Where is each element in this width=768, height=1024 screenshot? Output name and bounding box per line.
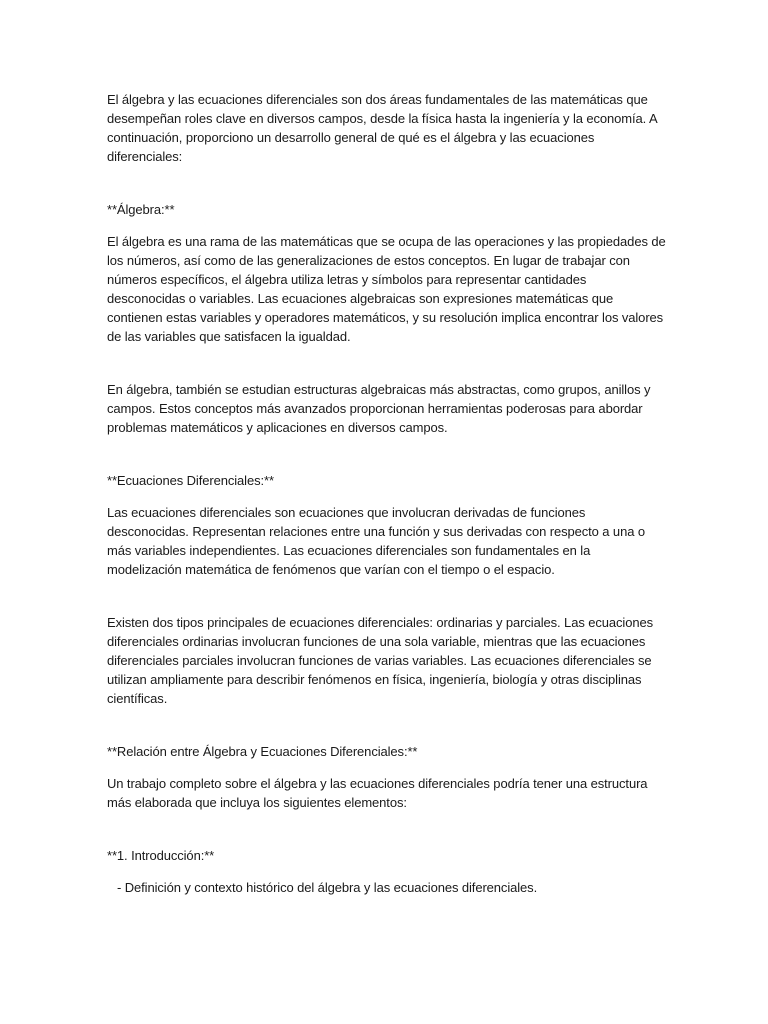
differential-equations-paragraph-1: Las ecuaciones diferenciales son ecuaciones que involucran derivadas de funciones desconocidas. Representan relaciones entre una función y sus derivadas con respecto a una o más variables independientes. Las ecuaciones diferenciales son fundamentales en la modelización matemática de fenómenos que varían con el tiempo o el espacio.: [107, 505, 645, 577]
differential-equations-heading: **Ecuaciones Diferenciales:**: [107, 473, 274, 488]
algebra-paragraph-2: En álgebra, también se estudian estructuras algebraicas más abstractas, como grupos, anillos y campos. Estos conceptos más avanzados proporcionan herramientas poderosas para abordar problemas matemáticos y aplicaciones en diversos campos.: [107, 382, 651, 435]
algebra-paragraph-1: El álgebra es una rama de las matemáticas que se ocupa de las operaciones y las propiedades de los números, así como de las generalizaciones de estos conceptos. En lugar de trabajar con números específicos, el álgebra utiliza letras y símbolos para representar cantidades desconocidas o variables. Las ecuaciones algebraicas son expresiones matemáticas que contienen estas variables y operadores matemáticos, y su resolución implica encontrar los valores de las variables que satisfacen la igualdad.: [107, 234, 666, 344]
relation-heading: **Relación entre Álgebra y Ecuaciones Diferenciales:**: [107, 744, 418, 759]
differential-equations-paragraph-2: Existen dos tipos principales de ecuaciones diferenciales: ordinarias y parciales. Las ecuaciones diferenciales ordinarias involucran funciones de una sola variable, mientras que las ecuaciones diferenciales parciales involucran funciones de varias variables. Las ecuaciones diferenciales se utilizan ampliamente para describir fenómenos en física, ingeniería, biología y otras disciplinas científicas.: [107, 615, 654, 706]
introduction-bullet: - Definición y contexto histórico del álgebra y las ecuaciones diferenciales.: [117, 880, 538, 895]
relation-paragraph: Un trabajo completo sobre el álgebra y las ecuaciones diferenciales podría tener una estructura más elaborada que incluya los siguientes elementos:: [107, 776, 648, 810]
algebra-heading: **Álgebra:**: [107, 202, 175, 217]
document-body: [107, 90, 667, 897]
intro-paragraph: El álgebra y las ecuaciones diferenciales son dos áreas fundamentales de las matemáticas que desempeñan roles clave en diversos campos, desde la física hasta la ingeniería y la economía. A continuación, proporciono un desarrollo general de qué es el álgebra y las ecuaciones diferenciales:: [107, 92, 657, 164]
introduction-heading: **1. Introducción:**: [107, 848, 215, 863]
